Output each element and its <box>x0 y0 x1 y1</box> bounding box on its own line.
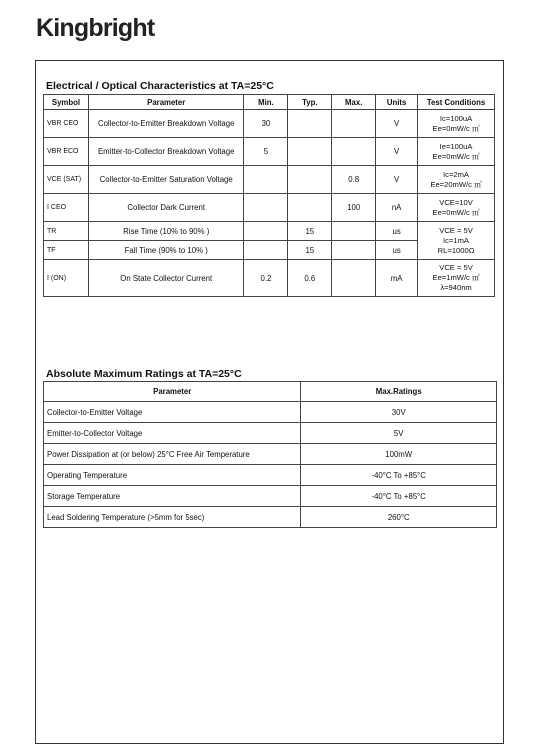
typ-cell <box>288 166 332 194</box>
symbol-cell: VBR CEO <box>44 110 89 138</box>
symbol-cell: I (ON) <box>44 260 89 297</box>
col-header-units: Units <box>376 95 418 110</box>
condition-line: Ee=20mW/c ㎡ <box>430 179 482 189</box>
units-cell: V <box>376 138 418 166</box>
max-cell: 0.8 <box>332 166 376 194</box>
col-header-typ: Typ. <box>288 95 332 110</box>
test-conditions-cell <box>418 222 495 260</box>
symbol-cell: VBR ECO <box>44 138 89 166</box>
condition-line: Ie=100uA <box>439 141 473 151</box>
min-cell <box>244 222 288 241</box>
parameter-cell: Emitter-to-Collector Breakdown Voltage <box>88 138 244 166</box>
header-row <box>44 95 495 110</box>
symbol-cell: TR <box>44 222 89 241</box>
condition-line: Ee=1mW/c ㎡ <box>432 273 480 282</box>
parameter-cell: Storage Temperature <box>44 486 301 507</box>
brand-logo: Kingbright <box>36 14 155 42</box>
table-row <box>44 260 495 297</box>
col-header-min: Min. <box>244 95 288 110</box>
table-row <box>44 402 497 423</box>
condition-line: λ=940nm <box>440 283 472 292</box>
min-cell: 30 <box>244 110 288 138</box>
parameter-cell: Collector-to-Emitter Saturation Voltage <box>88 166 244 194</box>
units-cell: V <box>376 110 418 138</box>
symbol-cell: TF <box>44 241 89 260</box>
units-cell: us <box>376 222 418 241</box>
table-row <box>44 486 497 507</box>
parameter-cell: Rise Time (10% to 90% ) <box>88 222 244 241</box>
condition-line: Ee=0mW/c ㎡ <box>432 207 480 217</box>
max-cell <box>332 110 376 138</box>
max-cell <box>332 241 376 260</box>
electrical-characteristics-title: Electrical / Optical Characteristics at TA=25°C <box>46 80 274 92</box>
parameter-cell: Collector-to-Emitter Breakdown Voltage <box>88 110 244 138</box>
col-header-max: Max. <box>332 95 376 110</box>
condition-line: RL=1000Ω <box>437 245 475 255</box>
table-row <box>44 465 497 486</box>
min-cell: 0.2 <box>244 260 288 297</box>
rating-cell: 30V <box>301 402 497 423</box>
condition-line: Ic=2mA <box>443 169 470 179</box>
rating-cell: 5V <box>301 423 497 444</box>
parameter-cell: Collector-to-Emitter Voltage <box>44 402 301 423</box>
condition-line: Ic=1mA <box>443 235 470 245</box>
units-cell: us <box>376 241 418 260</box>
parameter-cell: Lead Soldering Temperature (>5mm for 5sec) <box>44 507 301 528</box>
units-cell: mA <box>376 260 418 297</box>
test-conditions-cell <box>418 194 495 222</box>
condition-line: Ee=0mW/c ㎡ <box>432 151 480 161</box>
condition-line: Ic=100uA <box>439 113 473 123</box>
min-cell <box>244 194 288 222</box>
symbol-cell: VCE (SAT) <box>44 166 89 194</box>
table-row <box>44 423 497 444</box>
table-row <box>44 166 495 194</box>
test-conditions-cell <box>418 138 495 166</box>
parameter-cell: Emitter-to-Collector Voltage <box>44 423 301 444</box>
typ-cell <box>288 110 332 138</box>
col-header-symbol: Symbol <box>44 95 89 110</box>
absolute-max-ratings-title: Absolute Maximum Ratings at TA=25°C <box>46 368 242 380</box>
rating-cell: -40°C To +85°C <box>301 465 497 486</box>
typ-cell: 15 <box>288 241 332 260</box>
min-cell <box>244 241 288 260</box>
condition-line: VCE = 5V <box>439 225 473 235</box>
test-conditions-cell <box>418 260 495 297</box>
parameter-cell: Fall Time (90% to 10% ) <box>88 241 244 260</box>
table-row <box>44 222 495 241</box>
condition-line: Ee=0mW/c ㎡ <box>432 123 480 133</box>
max-cell <box>332 138 376 166</box>
typ-cell <box>288 138 332 166</box>
absolute-max-ratings-table <box>43 381 497 528</box>
col-header-parameter: Parameter <box>44 382 301 402</box>
col-header-test-conditions: Test Conditions <box>418 95 495 110</box>
condition-line: VCE=10V <box>439 197 473 207</box>
max-cell: 100 <box>332 194 376 222</box>
electrical-characteristics-table <box>43 94 495 297</box>
max-cell <box>332 222 376 241</box>
parameter-cell: Power Dissipation at (or below) 25°C Free Air Temperature <box>44 444 301 465</box>
rating-cell: 100mW <box>301 444 497 465</box>
table-row <box>44 194 495 222</box>
table-row <box>44 444 497 465</box>
rating-cell: -40°C To +85°C <box>301 486 497 507</box>
test-conditions-cell <box>418 166 495 194</box>
parameter-cell: Collector Dark Current <box>88 194 244 222</box>
max-cell <box>332 260 376 297</box>
symbol-cell: I CEO <box>44 194 89 222</box>
table-row <box>44 110 495 138</box>
typ-cell: 15 <box>288 222 332 241</box>
condition-line: VCE = 5V <box>439 263 473 272</box>
header-row <box>44 382 497 402</box>
table-row <box>44 507 497 528</box>
min-cell: 5 <box>244 138 288 166</box>
min-cell <box>244 166 288 194</box>
typ-cell: 0.6 <box>288 260 332 297</box>
units-cell: nA <box>376 194 418 222</box>
table-row <box>44 138 495 166</box>
rating-cell: 260°C <box>301 507 497 528</box>
units-cell: V <box>376 166 418 194</box>
typ-cell <box>288 194 332 222</box>
col-header-max-ratings: Max.Ratings <box>301 382 497 402</box>
col-header-parameter: Parameter <box>88 95 244 110</box>
test-conditions-cell <box>418 110 495 138</box>
parameter-cell: Operating Temperature <box>44 465 301 486</box>
parameter-cell: On State Collector Current <box>88 260 244 297</box>
